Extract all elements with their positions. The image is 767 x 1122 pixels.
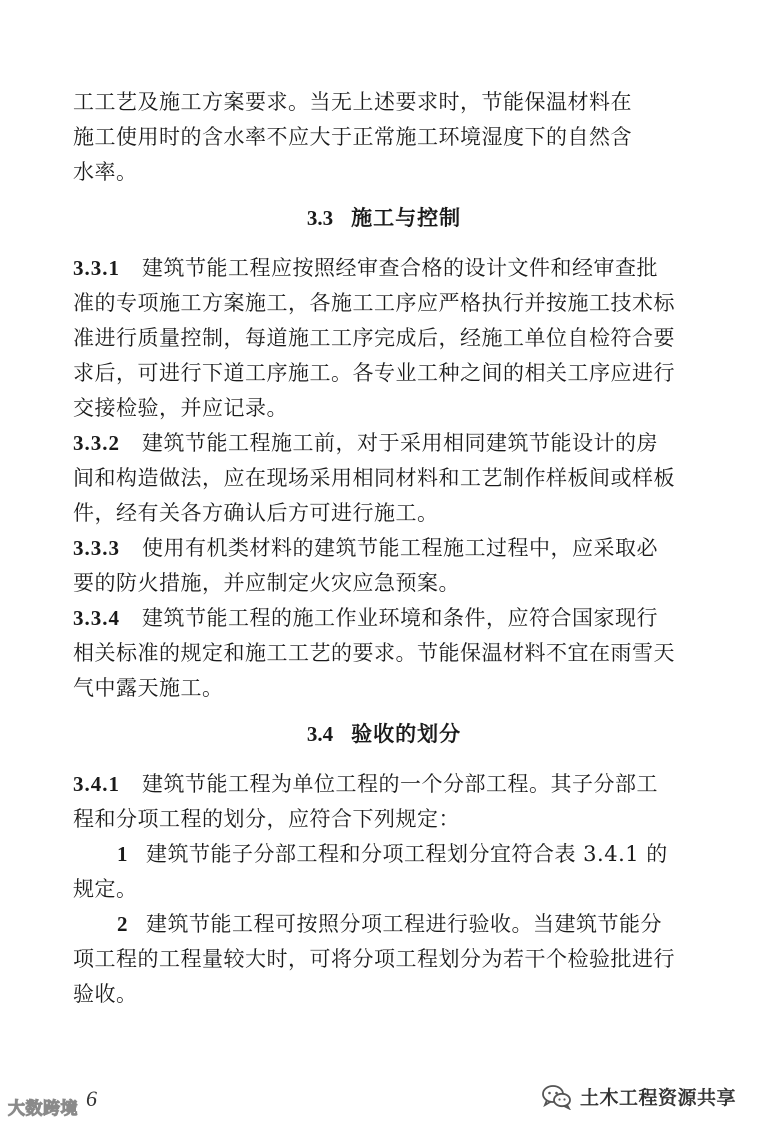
list-item-2 — [73, 908, 695, 940]
item-number: 1 — [117, 842, 128, 866]
item-line: 验收。 — [73, 982, 138, 1006]
watermark-right-text: 土木工程资源共享 — [580, 1087, 737, 1109]
clause-3-3-2 — [73, 427, 695, 459]
clause-line: 相关标准的规定和施工工艺的要求。节能保温材料不宜在雨雪天 — [73, 641, 675, 665]
clause-line: 准进行质量控制，每道施工工序完成后，经施工单位自检符合要 — [73, 326, 675, 350]
clause-text: 建筑节能工程的施工作业环境和条件，应符合国家现行 — [142, 606, 658, 630]
clause-line: 交接检验，并应记录。 — [73, 396, 288, 420]
clause-text: 建筑节能工程应按照经审查合格的设计文件和经审查批 — [142, 256, 658, 280]
clause-number: 3.3.1 — [73, 256, 120, 280]
clause-line: 准的专项施工方案施工，各施工工序应严格执行并按施工技术标 — [73, 291, 675, 315]
item-line: 项工程的工程量较大时，可将分项工程划分为若干个检验批进行 — [73, 947, 675, 971]
clause-number: 3.3.3 — [73, 536, 120, 560]
wechat-icon — [542, 1084, 572, 1110]
section-title: 施工与控制 — [351, 206, 462, 230]
clause-number: 3.3.2 — [73, 431, 120, 455]
clause-line: 间和构造做法，应在现场采用相同材料和工艺制作样板间或样板 — [73, 466, 675, 490]
item-text: 建筑节能子分部工程和分项工程划分宜符合表 3.4.1 的 — [146, 842, 668, 866]
clause-line: 求后，可进行下道工序施工。各专业工种之间的相关工序应进行 — [73, 361, 675, 385]
clause-3-3-4 — [73, 602, 695, 634]
clause-line: 件，经有关各方确认后方可进行施工。 — [73, 501, 439, 525]
item-text: 建筑节能工程可按照分项工程进行验收。当建筑节能分 — [146, 912, 662, 936]
clause-3-3-3 — [73, 532, 695, 564]
intro-line: 工工艺及施工方案要求。当无上述要求时，节能保温材料在 — [73, 90, 632, 114]
clause-number: 3.4.1 — [73, 772, 120, 796]
item-number: 2 — [117, 912, 128, 936]
section-title: 验收的划分 — [351, 722, 462, 746]
clause-text: 建筑节能工程为单位工程的一个分部工程。其子分部工 — [142, 772, 658, 796]
watermark-left — [8, 1094, 78, 1119]
section-heading-3-4 — [73, 718, 695, 750]
clause-text: 建筑节能工程施工前，对于采用相同建筑节能设计的房 — [142, 431, 658, 455]
clause-text: 使用有机类材料的建筑节能工程施工过程中，应采取必 — [142, 536, 658, 560]
clause-line: 气中露天施工。 — [73, 676, 224, 700]
section-heading-3-3 — [73, 202, 695, 234]
clause-number: 3.3.4 — [73, 606, 120, 630]
clause-line: 程和分项工程的划分，应符合下列规定： — [73, 807, 460, 831]
section-number: 3.3 — [306, 206, 334, 230]
clause-line: 要的防火措施，并应制定火灾应急预案。 — [73, 571, 460, 595]
clause-3-3-1 — [73, 252, 695, 284]
intro-line: 施工使用时的含水率不应大于正常施工环境湿度下的自然含 — [73, 125, 632, 149]
intro-line: 水率。 — [73, 160, 138, 184]
item-line: 规定。 — [73, 877, 138, 901]
watermark-right — [542, 1083, 736, 1110]
watermark-left-text: 大数跨境 — [8, 1099, 78, 1119]
section-number: 3.4 — [306, 722, 334, 746]
list-item-1 — [73, 838, 695, 870]
page-number: 6 — [86, 1086, 97, 1111]
clause-3-4-1 — [73, 768, 695, 800]
